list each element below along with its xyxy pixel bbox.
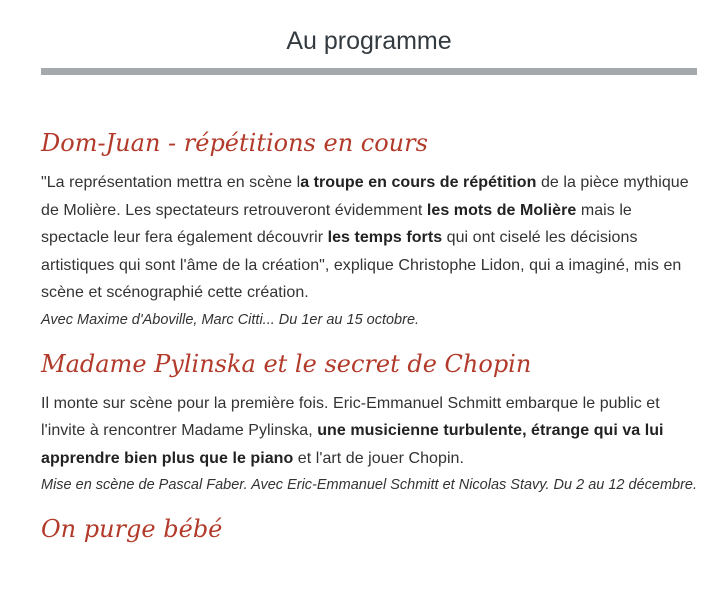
article-body bbox=[41, 169, 697, 307]
article-title[interactable]: Madame Pylinska et le secret de Chopin bbox=[41, 349, 532, 378]
article-title[interactable]: On purge bébé bbox=[41, 515, 223, 543]
body-text: et l'art de jouer Chopin. bbox=[293, 449, 464, 467]
article-body bbox=[41, 390, 697, 473]
article-list bbox=[41, 127, 697, 545]
page bbox=[41, 0, 697, 545]
section-title: Au programme bbox=[286, 27, 452, 55]
section-divider bbox=[41, 68, 697, 75]
body-bold-text: a troupe en cours de répétition bbox=[300, 174, 537, 191]
body-text: mais le spectacle leur fera également découvrir bbox=[41, 201, 632, 246]
body-text: Il monte sur scène pour la première fois. Eric-Emmanuel Schmitt embarque le public et l'invite à rencontrer Madame Pylinska, bbox=[41, 394, 660, 439]
body-text: "La représentation mettra en scène l bbox=[41, 174, 301, 191]
article-title[interactable]: Dom-Juan - répétitions en cours bbox=[41, 129, 428, 157]
body-text: de la pièce mythique de Molière. Les spectateurs retrouveront évidemment bbox=[41, 174, 689, 219]
body-bold-text: une musicienne turbulente, étrange qui va lui apprendre bien plus que le piano bbox=[41, 422, 664, 467]
body-bold-text: les temps forts bbox=[327, 229, 443, 246]
body-bold-text: les mots de Molière bbox=[426, 201, 577, 219]
article-credits: Avec Maxime d'Aboville, Marc Citti... Du 1er au 15 octobre. bbox=[41, 311, 420, 328]
article-madame-pylinska bbox=[41, 348, 697, 500]
article-on-purge-bebe bbox=[41, 513, 697, 545]
article-credits: Mise en scène de Pascal Faber. Avec Eric-Emmanuel Schmitt et Nicolas Stavy. Du 2 au 12 décembre. bbox=[41, 477, 698, 493]
article-dom-juan bbox=[41, 127, 697, 334]
body-text: qui ont ciselé les décisions artistiques qui sont l'âme de la création", explique Christophe Lidon, qui a imaginé, mis en scène et scénographié cette création. bbox=[41, 229, 682, 301]
